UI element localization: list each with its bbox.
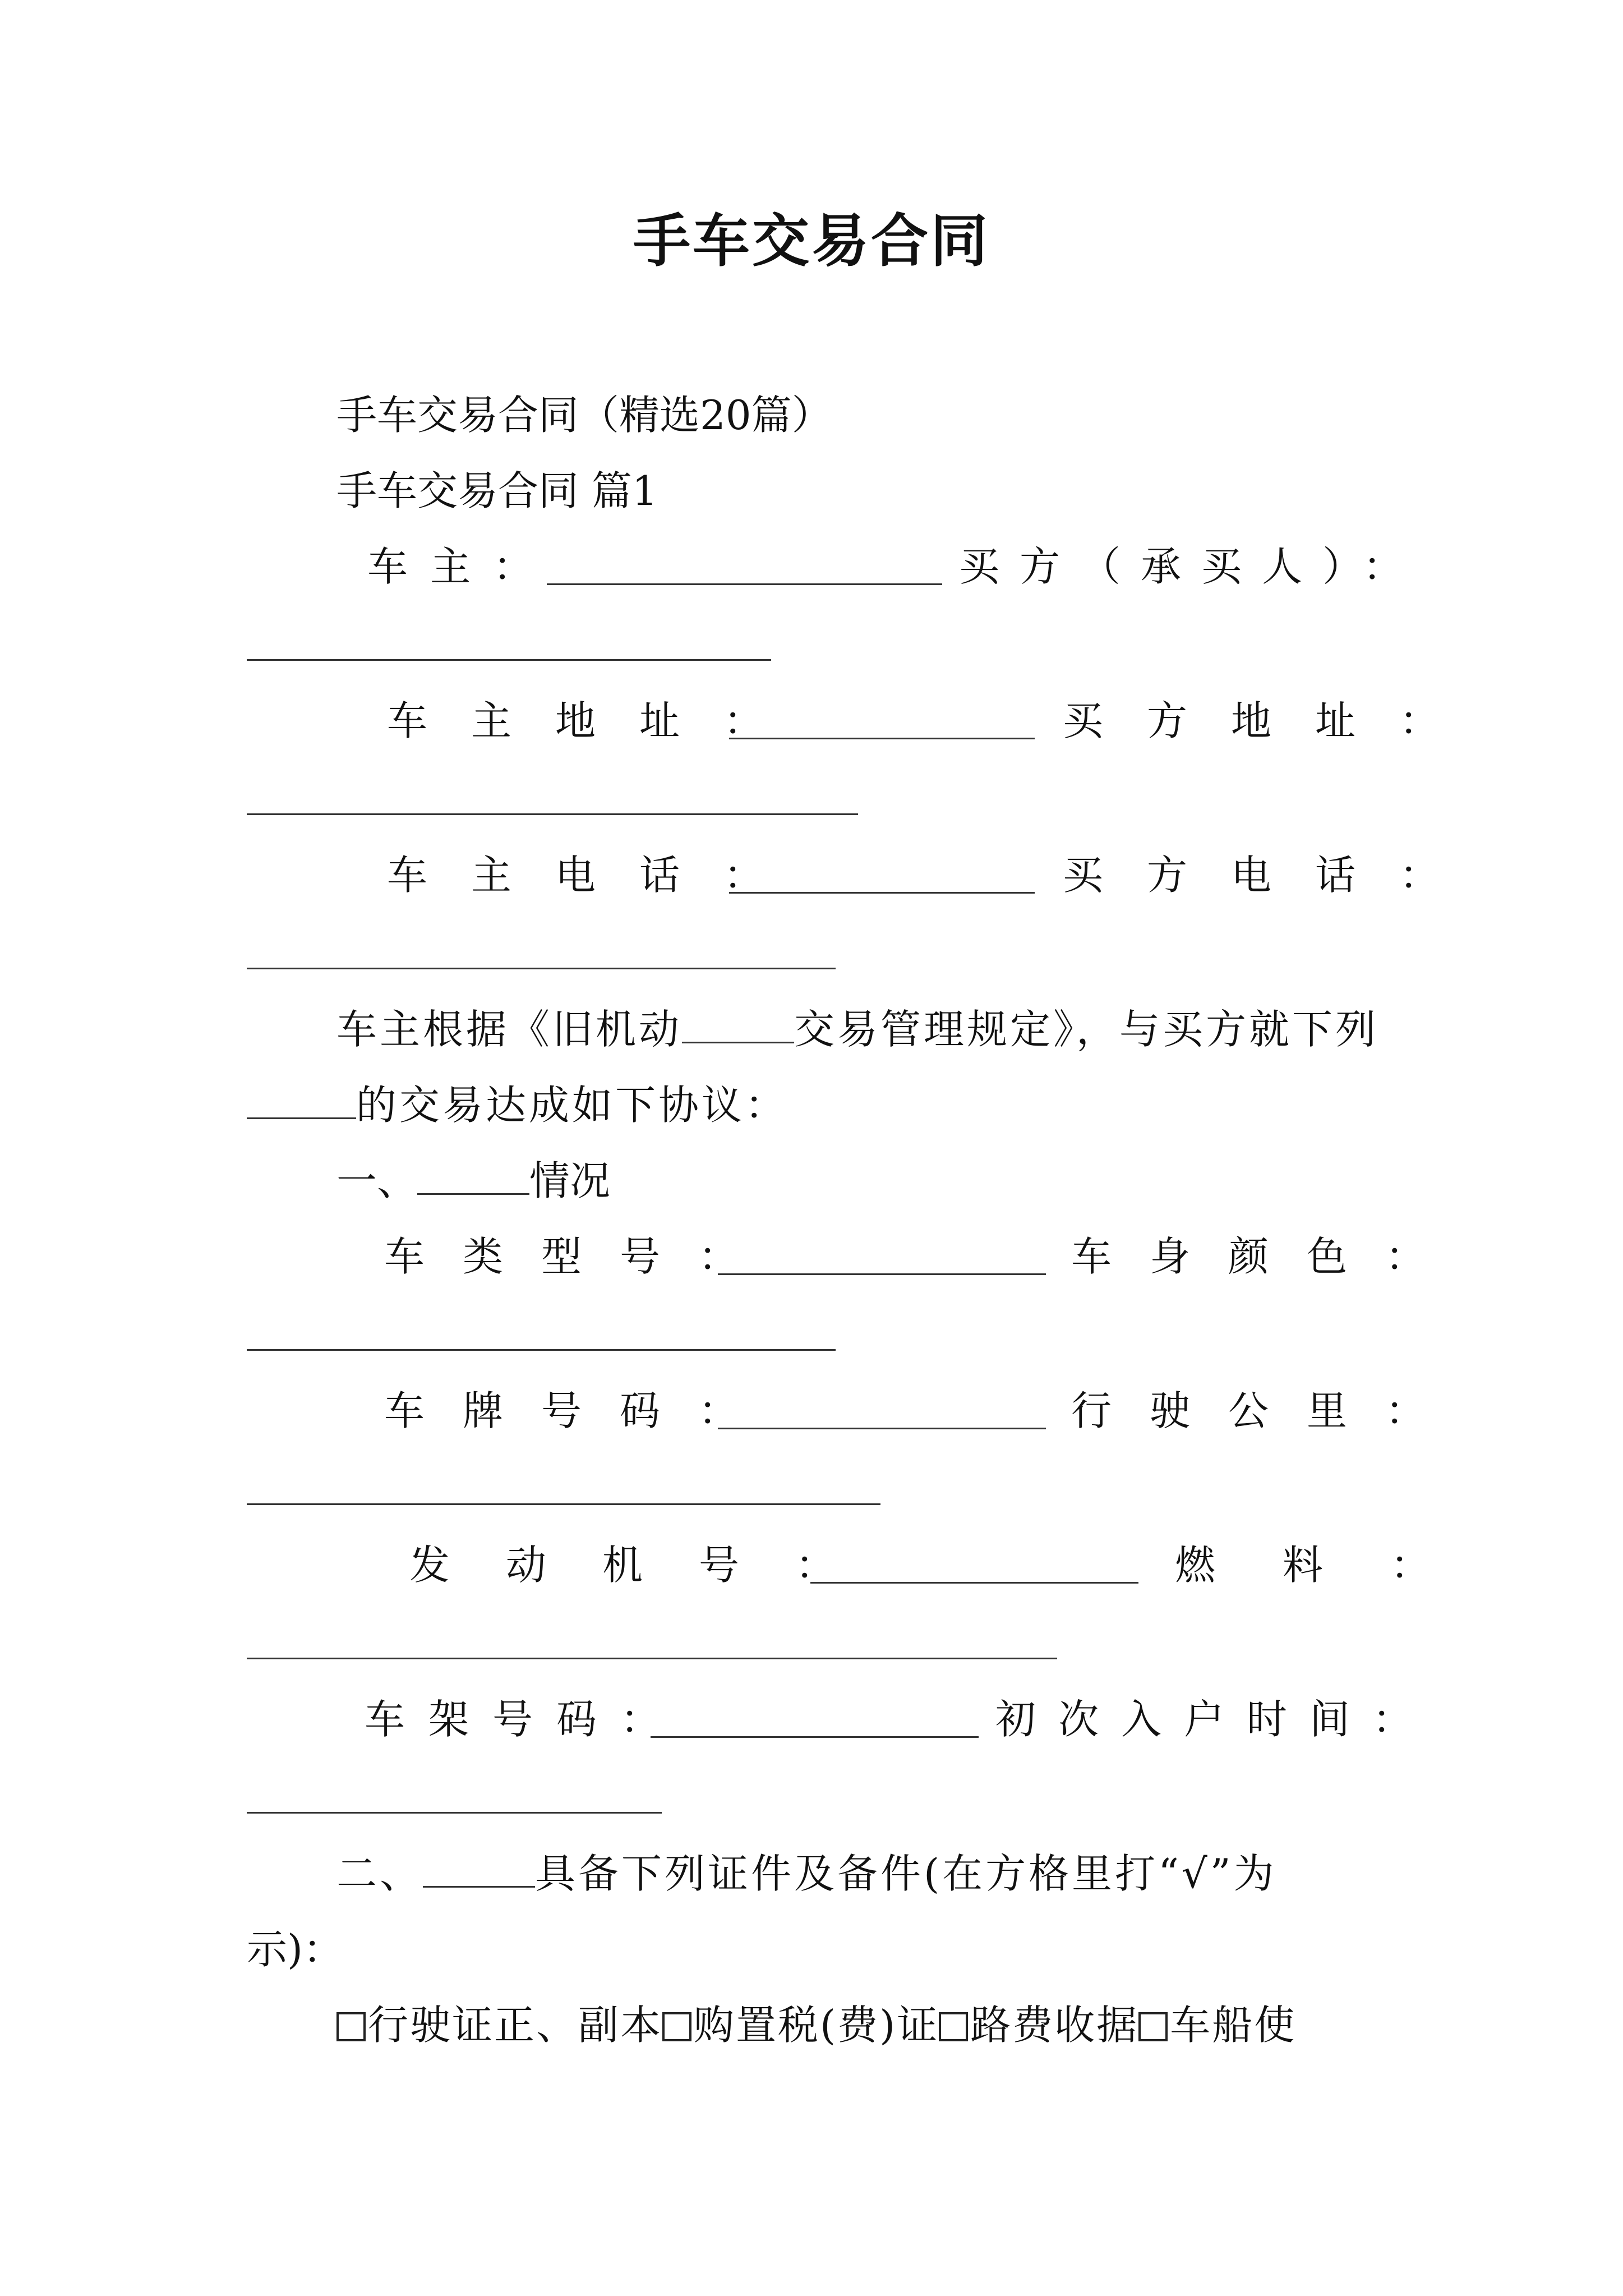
- document-title: 手车交易合同: [633, 208, 990, 275]
- frame-number-label: 车架号码：: [365, 1696, 685, 1743]
- mileage-blank: [247, 1503, 880, 1505]
- body-color-label: 车身颜色：: [1071, 1233, 1464, 1280]
- para-1-part-c: 的交易达成如下协议：: [356, 1082, 789, 1129]
- vehicle-type-label: 车类型号：: [384, 1233, 777, 1280]
- plate-number-label: 车牌号码：: [384, 1387, 777, 1434]
- para-1-blank-1: [682, 1007, 794, 1043]
- para-1-part-a: 车主根据《旧机动: [336, 1006, 683, 1053]
- buyer-label: 买方（承买人）：: [959, 543, 1424, 590]
- fuel-label: 燃料：: [1175, 1542, 1498, 1589]
- section-heading: 手车交易合同 篇1: [336, 467, 658, 514]
- body-color-blank: [247, 1349, 836, 1351]
- document-checklist: [336, 1997, 1296, 2053]
- owner-phone-blank: [729, 892, 1035, 894]
- item-driving-license: 行驶证正、副本: [368, 2001, 663, 2049]
- owner-phone-label: 车主电话：: [387, 852, 808, 899]
- frame-number-blank: [651, 1736, 979, 1738]
- vehicle-type-blank: [718, 1273, 1046, 1275]
- item-road-fee: 路费收据: [970, 2001, 1139, 2049]
- fuel-blank: [247, 1658, 1057, 1659]
- buyer-phone-blank: [247, 968, 836, 969]
- owner-address-label: 车主地址：: [387, 697, 808, 744]
- buyer-address-blank: [247, 813, 858, 815]
- buyer-address-label: 买方地址：: [1063, 697, 1484, 744]
- buyer-phone-label: 买方电话：: [1063, 852, 1484, 899]
- section-2-line-1: [336, 1846, 1277, 1902]
- plate-number-blank: [718, 1428, 1046, 1429]
- section-2-text: 具备下列证件及备件(在方格里打“√”为: [535, 1850, 1277, 1897]
- section-1-text: 情况: [529, 1157, 611, 1204]
- para-1-blank-2: [247, 1083, 356, 1119]
- mileage-label: 行驶公里：: [1071, 1387, 1464, 1434]
- section-1-heading: [336, 1153, 610, 1209]
- engine-number-blank: [810, 1582, 1138, 1584]
- first-registration-label: 初次入户时间：: [995, 1696, 1436, 1743]
- section-2-number: 二、: [336, 1850, 423, 1897]
- owner-blank: [547, 583, 942, 585]
- first-registration-blank: [247, 1812, 662, 1814]
- checkbox-driving-license[interactable]: [336, 2012, 366, 2041]
- paragraph-1-line-2: [247, 1077, 788, 1133]
- subtitle: 手车交易合同（精选20篇）: [336, 392, 832, 439]
- owner-label: 车主：: [367, 543, 556, 590]
- engine-number-label: 发动机号：: [409, 1542, 892, 1589]
- buyer-blank: [247, 659, 771, 661]
- checkbox-vessel-tax[interactable]: [1138, 2012, 1168, 2041]
- paragraph-1-line-1: [336, 1001, 1378, 1057]
- owner-address-blank: [729, 738, 1035, 739]
- section-1-blank: [417, 1158, 529, 1195]
- checkbox-road-fee[interactable]: [939, 2012, 968, 2041]
- para-1-part-b: 交易管理规定》，与买方就下列: [794, 1006, 1379, 1053]
- item-purchase-tax: 购置税(费)证: [694, 2001, 939, 2049]
- section-2-line-2: 示)：: [247, 1926, 344, 1973]
- section-1-number: 一、: [336, 1157, 418, 1204]
- checkbox-purchase-tax[interactable]: [662, 2012, 691, 2041]
- section-2-blank: [423, 1851, 535, 1888]
- item-vessel-tax: 车船使: [1170, 2001, 1297, 2049]
